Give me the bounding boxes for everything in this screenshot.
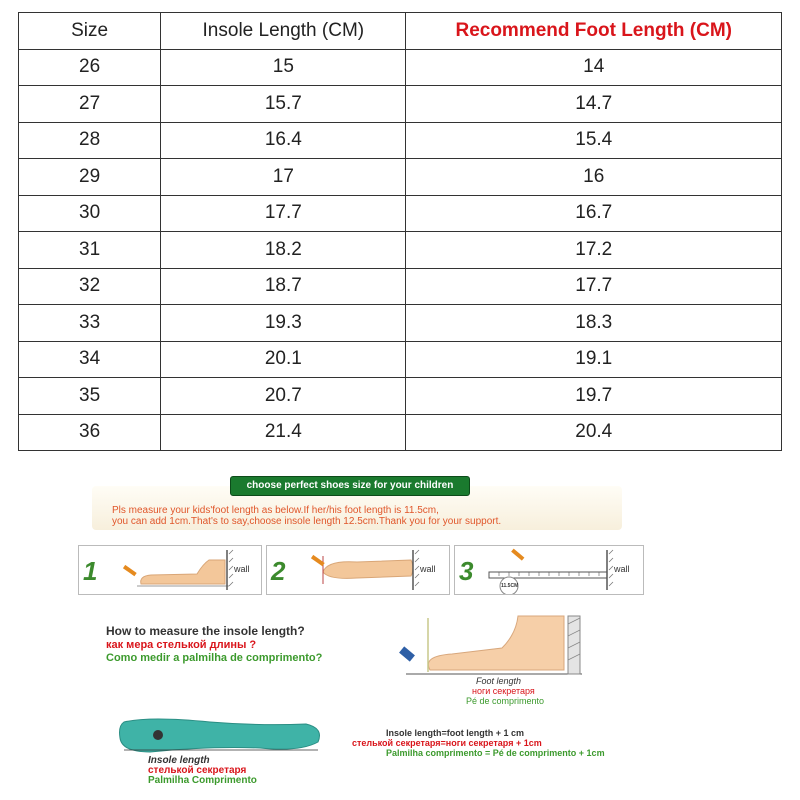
cell-foot-length: 14 bbox=[406, 49, 782, 86]
table-header-row bbox=[19, 13, 782, 50]
formula-pt: Palmilha comprimento = Pé de comprimento + 1cm bbox=[386, 748, 605, 758]
cell-size: 30 bbox=[19, 195, 161, 232]
step-3-number: 3 bbox=[459, 556, 474, 586]
table-row bbox=[19, 341, 782, 378]
table-row bbox=[19, 378, 782, 415]
cell-size: 36 bbox=[19, 414, 161, 451]
cell-insole-length: 15.7 bbox=[161, 86, 406, 123]
cell-insole-length: 20.7 bbox=[161, 378, 406, 415]
table-row bbox=[19, 195, 782, 232]
howto-title-pt: Como medir a palmilha de comprimento? bbox=[106, 652, 323, 664]
cell-size: 35 bbox=[19, 378, 161, 415]
howto-title-ru: как мера стелькой длины ? bbox=[106, 639, 257, 651]
header-recommend-foot-length: Recommend Foot Length (CM) bbox=[406, 13, 782, 50]
cell-foot-length: 16.7 bbox=[406, 195, 782, 232]
pen-icon bbox=[399, 646, 415, 661]
foot-icon bbox=[141, 560, 225, 584]
step-2-panel bbox=[266, 545, 450, 595]
step-1-wall-label: wall bbox=[234, 564, 250, 574]
cell-size: 31 bbox=[19, 232, 161, 269]
cell-foot-length: 15.4 bbox=[406, 122, 782, 159]
foot-side-icon bbox=[428, 616, 564, 670]
insole-caption-en: Insole length bbox=[148, 755, 210, 766]
cell-insole-length: 18.7 bbox=[161, 268, 406, 305]
cell-foot-length: 16 bbox=[406, 159, 782, 196]
howto-title-en: How to measure the insole length? bbox=[106, 624, 305, 638]
note-line-2: you can add 1cm.That's to say,choose insole length 12.5cm.Thank you for your support. bbox=[112, 516, 502, 527]
cell-insole-length: 20.1 bbox=[161, 341, 406, 378]
table-row bbox=[19, 305, 782, 342]
note-line-1: Pls measure your kids'foot length as below.If her/his foot length is 11.5cm, bbox=[112, 505, 439, 516]
cell-foot-length: 18.3 bbox=[406, 305, 782, 342]
cell-foot-length: 17.2 bbox=[406, 232, 782, 269]
cell-size: 33 bbox=[19, 305, 161, 342]
header-size: Size bbox=[19, 13, 161, 50]
cell-size: 29 bbox=[19, 159, 161, 196]
cell-insole-length: 21.4 bbox=[161, 414, 406, 451]
insole-illustration bbox=[110, 712, 330, 758]
cell-foot-length: 19.1 bbox=[406, 341, 782, 378]
foot-length-caption-en: Foot length bbox=[476, 676, 522, 686]
table-row bbox=[19, 49, 782, 86]
table-row bbox=[19, 86, 782, 123]
cell-insole-length: 18.2 bbox=[161, 232, 406, 269]
foot-length-caption-ru: ноги секретаря bbox=[472, 686, 535, 696]
table-row bbox=[19, 232, 782, 269]
cell-foot-length: 14.7 bbox=[406, 86, 782, 123]
cell-insole-length: 15 bbox=[161, 49, 406, 86]
insole-caption-ru: стелькой секретаря bbox=[148, 765, 247, 776]
header-insole-length: Insole Length (CM) bbox=[161, 13, 406, 50]
insole-icon bbox=[120, 719, 320, 752]
table-row bbox=[19, 159, 782, 196]
cell-insole-length: 16.4 bbox=[161, 122, 406, 159]
insole-logo-icon bbox=[153, 730, 163, 740]
cell-foot-length: 19.7 bbox=[406, 378, 782, 415]
pencil-icon bbox=[123, 565, 137, 576]
step-3-panel bbox=[454, 545, 644, 595]
guide-banner: choose perfect shoes size for your children bbox=[230, 476, 470, 496]
step-2-number: 2 bbox=[271, 556, 286, 586]
foot-measure-illustration bbox=[392, 612, 592, 678]
step-3-wall-label: wall bbox=[614, 564, 630, 574]
step-2-wall-label: wall bbox=[420, 564, 436, 574]
pencil-icon bbox=[511, 549, 524, 561]
cell-size: 28 bbox=[19, 122, 161, 159]
table-row bbox=[19, 268, 782, 305]
step-1-number: 1 bbox=[83, 556, 98, 586]
table-row bbox=[19, 122, 782, 159]
insole-caption-pt: Palmilha Comprimento bbox=[148, 775, 257, 786]
cell-insole-length: 17 bbox=[161, 159, 406, 196]
formula-en: Insole length=foot length + 1 cm bbox=[386, 728, 525, 738]
cell-size: 34 bbox=[19, 341, 161, 378]
foot-length-caption-pt: Pé de comprimento bbox=[466, 696, 545, 706]
size-chart-table bbox=[18, 12, 782, 451]
step-1-panel bbox=[78, 545, 262, 595]
cell-foot-length: 20.4 bbox=[406, 414, 782, 451]
cell-size: 32 bbox=[19, 268, 161, 305]
formula-ru: стелькой секретаря=ноги секретаря + 1cm bbox=[352, 738, 542, 748]
cell-size: 26 bbox=[19, 49, 161, 86]
cell-foot-length: 17.7 bbox=[406, 268, 782, 305]
step-3-badge: 11.5CM bbox=[501, 583, 519, 589]
foot-top-icon bbox=[323, 560, 413, 578]
cell-size: 27 bbox=[19, 86, 161, 123]
cell-insole-length: 19.3 bbox=[161, 305, 406, 342]
cell-insole-length: 17.7 bbox=[161, 195, 406, 232]
table-body bbox=[19, 49, 782, 451]
table-row bbox=[19, 414, 782, 451]
